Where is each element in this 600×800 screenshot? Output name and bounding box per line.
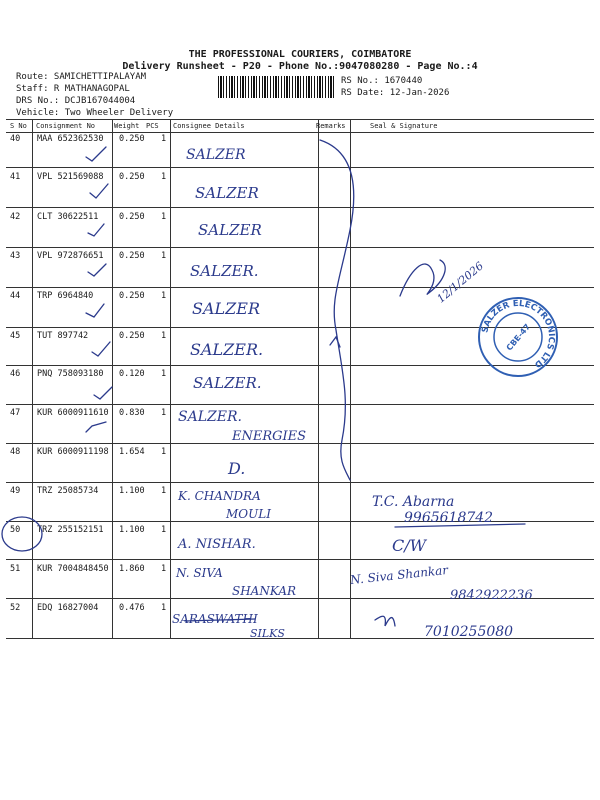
- col-remarks: Remarks: [316, 122, 346, 130]
- consignee-handwriting-line2: SHANKAR: [232, 584, 297, 598]
- row-pcs: 1: [161, 331, 167, 341]
- tick-mark: [90, 184, 108, 198]
- dash: [185, 619, 255, 621]
- row-weight: 0.476: [119, 603, 145, 613]
- row-pcs: 1: [161, 172, 167, 182]
- row-weight: 1.100: [119, 525, 145, 535]
- consignee-handwriting: N. SIVA: [176, 566, 223, 580]
- row-consignment-no: TRZ 25085734: [37, 486, 99, 496]
- row-sno: 42: [10, 212, 21, 222]
- col-consignment: Consignment No: [36, 122, 96, 130]
- row-pcs: 1: [161, 564, 167, 574]
- row-consignment-no: MAA 652362530: [37, 134, 104, 144]
- remark-handwriting: C/W: [392, 536, 427, 555]
- row-consignment-no: CLT 30622511: [37, 212, 99, 222]
- tick-mark: [86, 422, 106, 432]
- consignee-handwriting: SARASWATHI: [172, 612, 258, 626]
- row-pcs: 1: [161, 291, 167, 301]
- row-pcs: 1: [161, 212, 167, 222]
- row-sno: 50: [10, 525, 21, 535]
- tick-mark: [92, 342, 110, 356]
- consignee-handwriting: K. CHANDRA: [178, 489, 261, 503]
- row-pcs: 1: [161, 525, 167, 535]
- consignee-handwriting: A. NISHAR.: [178, 537, 256, 552]
- row-sno: 45: [10, 331, 21, 341]
- row-sno: 52: [10, 603, 21, 613]
- row-weight: 0.250: [119, 212, 145, 222]
- consignee-handwriting-line2: ENERGIES: [232, 429, 307, 444]
- row-consignment-no: TRZ 255152151: [37, 525, 104, 535]
- rs-number: RS No.: 1670440: [341, 76, 423, 86]
- consignee-handwriting: SALZER: [198, 221, 262, 239]
- row-weight: 0.250: [119, 291, 145, 301]
- vehicle-label: Vehicle: Two Wheeler Delivery: [16, 108, 174, 118]
- row-weight: 0.250: [119, 172, 145, 182]
- row-sno: 41: [10, 172, 21, 182]
- stamp-ring-text: SALZER ELECTRONICS LTD: [480, 298, 557, 370]
- signature-scribble: [400, 260, 445, 296]
- row-sno: 51: [10, 564, 21, 574]
- row-consignment-no: PNQ 758093180: [37, 369, 104, 379]
- row-sno: 44: [10, 291, 21, 301]
- row-consignment-no: KUR 7004848450: [37, 564, 109, 574]
- consignee-handwriting: SALZER.: [190, 262, 259, 280]
- signature-scribble: [375, 616, 395, 626]
- underline: [395, 524, 525, 527]
- row-sno: 40: [10, 134, 21, 144]
- row-pcs: 1: [161, 134, 167, 144]
- tick-mark: [94, 387, 112, 399]
- row-weight: 1.100: [119, 486, 145, 496]
- tick-mark: [88, 224, 104, 236]
- row-weight: 0.250: [119, 134, 145, 144]
- row-consignment-no: KUR 6000911198: [37, 447, 109, 457]
- row-pcs: 1: [161, 603, 167, 613]
- col-seal-signature: Seal & Signature: [370, 122, 438, 130]
- col-sno: S No: [10, 122, 27, 130]
- circle-mark: [2, 517, 42, 551]
- row-pcs: 1: [161, 486, 167, 496]
- row-weight: 0.250: [119, 251, 145, 261]
- row-sno: 43: [10, 251, 21, 261]
- route-label: Route: SAMICHETTIPALAYAM: [16, 72, 147, 82]
- consignee-handwriting: SALZER: [192, 299, 260, 318]
- receiver-name-handwriting: T.C. Abarna: [372, 494, 455, 510]
- row-weight: 1.654: [119, 447, 145, 457]
- col-weight: Weight: [114, 122, 140, 130]
- consignee-handwriting: SALZER.: [178, 409, 242, 425]
- row-weight: 0.250: [119, 331, 145, 341]
- receiver-phone-handwriting: 7010255080: [424, 624, 514, 640]
- staff-label: Staff: R MATHANAGOPAL: [16, 84, 130, 94]
- consignee-handwriting: SALZER: [195, 184, 259, 202]
- col-pcs: PCS: [146, 122, 159, 130]
- row-sno: 48: [10, 447, 21, 457]
- col-consignee: Consignee Details: [173, 122, 245, 130]
- row-consignment-no: VPL 972876651: [37, 251, 104, 261]
- row-pcs: 1: [161, 447, 167, 457]
- row-sno: 46: [10, 369, 21, 379]
- receiver-phone-handwriting: 9965618742: [404, 510, 494, 526]
- row-consignment-no: EDQ 16827004: [37, 603, 99, 613]
- row-consignment-no: KUR 6000911610: [37, 408, 109, 418]
- row-sno: 47: [10, 408, 21, 418]
- row-pcs: 1: [161, 369, 167, 379]
- consignee-handwriting: D.: [228, 459, 246, 478]
- receiver-phone-handwriting: 9842922236: [450, 588, 533, 603]
- consignee-handwriting: SALZER.: [193, 374, 262, 392]
- consignee-handwriting: SALZER: [186, 147, 246, 163]
- row-consignment-no: TRP 6964840: [37, 291, 94, 301]
- drs-number: DRS No.: DCJB167044004: [16, 96, 136, 106]
- consignee-handwriting-line2: MOULI: [226, 507, 271, 521]
- tick-mark: [86, 147, 106, 161]
- runsheet-subtitle: Delivery Runsheet - P20 - Phone No.:9047080280 - Page No.:4: [122, 61, 478, 72]
- row-pcs: 1: [161, 408, 167, 418]
- row-weight: 0.120: [119, 369, 145, 379]
- tick-mark: [88, 264, 106, 276]
- consignee-handwriting-line2: SILKS: [250, 627, 285, 640]
- rs-date: RS Date: 12-Jan-2026: [341, 88, 450, 98]
- row-weight: 1.860: [119, 564, 145, 574]
- receiver-name-handwriting: N. Siva Shankar: [349, 562, 449, 588]
- row-consignment-no: TUT 897742: [37, 331, 89, 341]
- row-consignment-no: VPL 521569088: [37, 172, 104, 182]
- stamp-center-text: CBE-47: [504, 322, 533, 353]
- row-pcs: 1: [161, 251, 167, 261]
- consignee-handwriting: SALZER.: [190, 340, 264, 359]
- tick-mark: [86, 304, 104, 317]
- signature-date-handwriting: 12/1/2026: [434, 259, 486, 306]
- row-sno: 49: [10, 486, 21, 496]
- remarks-curve: [320, 140, 354, 480]
- runsheet-title: THE PROFESSIONAL COURIERS, COIMBATORE: [188, 49, 412, 60]
- row-weight: 0.830: [119, 408, 145, 418]
